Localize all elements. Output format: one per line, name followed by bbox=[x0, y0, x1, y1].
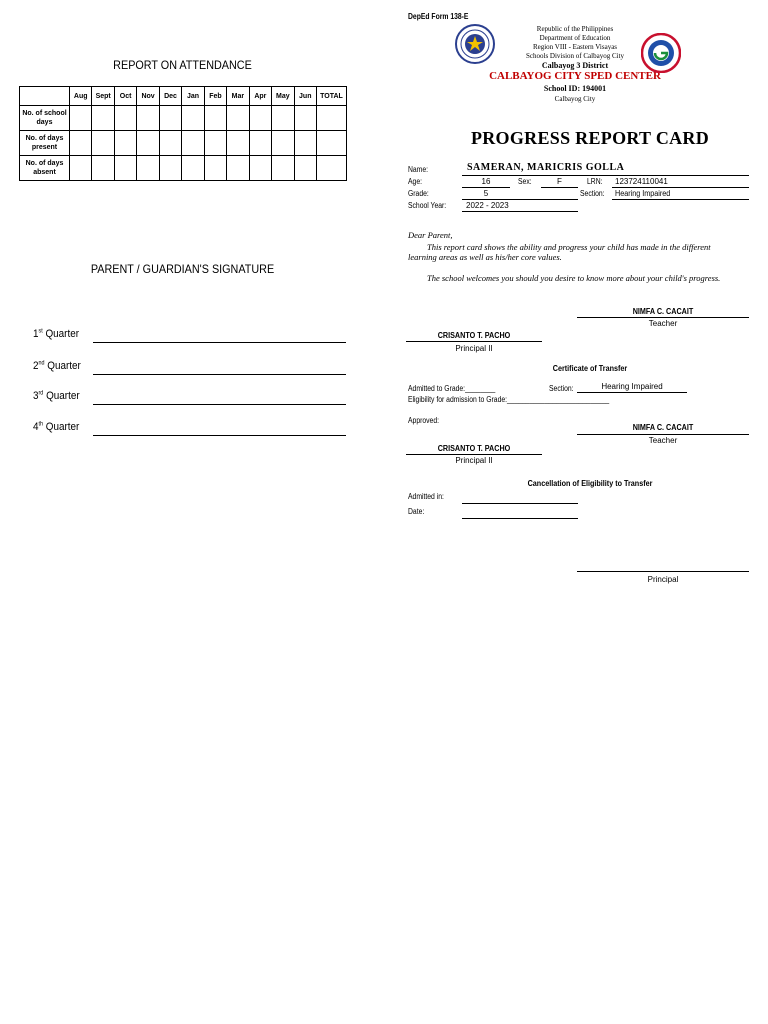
attendance-row bbox=[20, 106, 347, 131]
attendance-table bbox=[19, 86, 347, 181]
transfer-teacher-name: NIMFA C. CACAIT bbox=[632, 423, 694, 432]
month-header: Jun bbox=[294, 87, 316, 106]
school-name: CALBAYOG CITY SPED CENTER bbox=[489, 70, 661, 82]
grade-line bbox=[462, 199, 578, 200]
month-header: Apr bbox=[249, 87, 271, 106]
sex-label: Sex: bbox=[518, 177, 532, 186]
total-header: TOTAL bbox=[317, 87, 347, 106]
lrn-value: 123724110041 bbox=[615, 177, 668, 186]
letter-salutation: Dear Parent, bbox=[408, 230, 453, 240]
name-label: Name: bbox=[408, 165, 429, 174]
date-line[interactable] bbox=[462, 518, 578, 519]
grade-label: Grade: bbox=[408, 189, 429, 198]
letter-paragraph-1a: This report card shows the ability and progress your child has made in the different bbox=[427, 242, 711, 252]
cancellation-title: Cancellation of Eligibility to Transfer bbox=[527, 479, 653, 488]
grade-value: 5 bbox=[483, 189, 489, 198]
school-city: Calbayog City bbox=[554, 95, 596, 103]
transfer-title: Certificate of Transfer bbox=[552, 364, 628, 373]
principal-name: CRISANTO T. PACHO bbox=[437, 331, 511, 340]
month-header: Jan bbox=[182, 87, 204, 106]
school-year-value: 2022 - 2023 bbox=[466, 201, 509, 210]
header-division: Schools Division of Calbayog City bbox=[526, 52, 624, 60]
transfer-principal-title: Principal II bbox=[455, 456, 493, 465]
school-id: School ID: 194001 bbox=[543, 84, 607, 93]
eligibility-line: Eligibility for admission to Grade:___________________________ bbox=[408, 395, 610, 404]
section-label: Section: bbox=[580, 189, 605, 198]
section-value: Hearing Impaired bbox=[615, 189, 671, 198]
age-label: Age: bbox=[408, 177, 422, 186]
admitted-in-label: Admitted in: bbox=[408, 492, 444, 501]
header-region: Region VIII - Eastern Visayas bbox=[532, 43, 618, 51]
transfer-section-line bbox=[577, 392, 687, 393]
row-label: No. of days absent bbox=[20, 156, 70, 181]
student-name: SAMERAN, MARICRIS GOLLA bbox=[467, 162, 625, 173]
row-label: No. of school days bbox=[20, 106, 70, 131]
approved-label: Approved: bbox=[408, 416, 439, 425]
row-label: No. of days present bbox=[20, 131, 70, 156]
teacher-name: NIMFA C. CACAIT bbox=[632, 307, 694, 316]
cancellation-principal-line[interactable] bbox=[577, 571, 749, 572]
quarter-label: 4th Quarter bbox=[33, 421, 80, 433]
month-header: May bbox=[272, 87, 294, 106]
admitted-in-line[interactable] bbox=[462, 503, 578, 504]
section-line bbox=[612, 199, 749, 200]
attendance-row bbox=[20, 131, 347, 156]
transfer-principal-line[interactable] bbox=[406, 454, 542, 455]
teacher-signature-line[interactable] bbox=[577, 317, 749, 318]
signature-line[interactable] bbox=[93, 374, 346, 375]
sex-line bbox=[541, 187, 578, 188]
teacher-title: Teacher bbox=[648, 319, 678, 328]
transfer-section-label: Section: bbox=[549, 384, 574, 393]
month-header: Sept bbox=[92, 87, 114, 106]
month-header: Nov bbox=[137, 87, 159, 106]
sex-value: F bbox=[557, 177, 562, 186]
age-value: 16 bbox=[481, 177, 491, 186]
quarter-label: 3rd Quarter bbox=[33, 390, 80, 402]
signature-line[interactable] bbox=[93, 435, 346, 436]
month-header: Dec bbox=[159, 87, 181, 106]
month-header: Feb bbox=[204, 87, 226, 106]
month-header: Aug bbox=[70, 87, 92, 106]
quarter-label: 2nd Quarter bbox=[33, 360, 81, 372]
principal-title: Principal II bbox=[455, 344, 493, 353]
lrn-label: LRN: bbox=[587, 177, 603, 186]
school-year-line bbox=[462, 211, 578, 212]
transfer-principal-name: CRISANTO T. PACHO bbox=[437, 444, 511, 453]
transfer-teacher-title: Teacher bbox=[648, 436, 678, 445]
transfer-section-value: Hearing Impaired bbox=[601, 382, 663, 391]
attendance-corner-cell bbox=[20, 87, 70, 106]
header-district: Calbayog 3 District bbox=[541, 61, 609, 70]
month-header: Mar bbox=[227, 87, 249, 106]
letter-paragraph-1b: learning areas as well as his/her core values. bbox=[408, 252, 562, 262]
attendance-row bbox=[20, 156, 347, 181]
report-card-title: PROGRESS REPORT CARD bbox=[470, 128, 710, 148]
attendance-header-row bbox=[20, 87, 347, 106]
date-label: Date: bbox=[408, 507, 425, 516]
quarter-label: 1st Quarter bbox=[33, 328, 80, 340]
attendance-title: REPORT ON ATTENDANCE bbox=[113, 58, 252, 72]
letter-paragraph-2: The school welcomes you should you desire to know more about your child's progress. bbox=[427, 273, 721, 283]
name-line bbox=[462, 175, 749, 176]
signature-line[interactable] bbox=[93, 404, 346, 405]
principal-signature-line[interactable] bbox=[406, 341, 542, 342]
form-number: DepEd Form 138-E bbox=[408, 12, 469, 21]
admitted-to-grade: Admitted to Grade:________ bbox=[408, 384, 496, 393]
month-header: Oct bbox=[114, 87, 136, 106]
cancellation-principal-title: Principal bbox=[647, 575, 679, 584]
transfer-teacher-line[interactable] bbox=[577, 434, 749, 435]
header-department: Department of Education bbox=[539, 34, 611, 42]
school-year-label: School Year: bbox=[408, 201, 447, 210]
lrn-line bbox=[612, 187, 749, 188]
age-line bbox=[462, 187, 510, 188]
signature-line[interactable] bbox=[93, 342, 346, 343]
header-republic: Republic of the Philippines bbox=[536, 25, 614, 33]
signature-title: PARENT / GUARDIAN'S SIGNATURE bbox=[90, 262, 275, 276]
school-logo-icon bbox=[641, 33, 681, 73]
